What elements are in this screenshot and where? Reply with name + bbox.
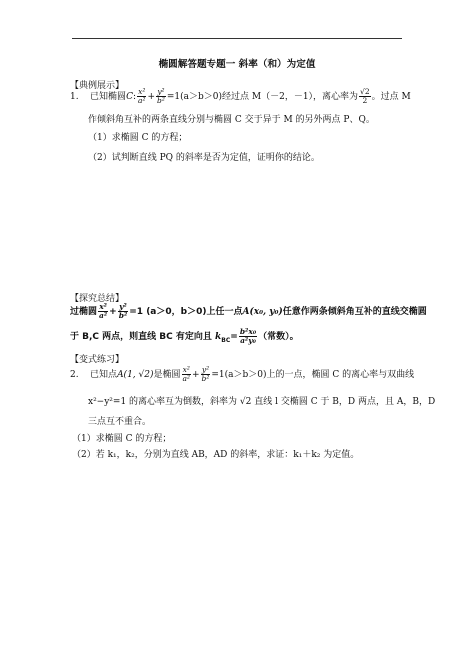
summary-k-label: k xyxy=(215,332,222,342)
summary-point: A(x₀, y₀) xyxy=(242,307,283,317)
summary-y-term: $\frac{\text{y²}}{\text{b²}}$ xyxy=(118,302,128,320)
eccentricity-fraction: $\frac{√2}{2}$ xyxy=(360,87,370,105)
problem2-x-term: $\frac{\text{x²}}{\text{a²}}$ xyxy=(182,365,190,383)
problem2-post: 上的一点，椭圆 C 的离心率与双曲线 xyxy=(266,370,415,380)
summary-line2-pre: 于 B,C 两点，则直线 BC 有定向且 xyxy=(70,332,212,342)
ellipse-x-term: $\frac{\text{x²}}{\text{a²}}$ xyxy=(138,87,146,105)
summary-post: 任意作两条倾斜角互补的直线交椭圆 xyxy=(282,307,427,317)
problem1-condition: (a＞b＞0) xyxy=(180,92,223,102)
problem1-question1: （1）求椭圆 C 的方程； xyxy=(88,133,188,143)
problem1-passes: 经过点 M（－2，－1），离心率为 xyxy=(222,92,359,102)
summary-x-term: $\frac{\text{x²}}{\text{a²}}$ xyxy=(99,302,108,320)
problem1-tail: 。过点 M xyxy=(371,92,411,102)
problem2-pre: 已知点 xyxy=(90,370,118,380)
problem1-question2: （2）试判断直线 PQ 的斜率是否为定值，证明你的结论。 xyxy=(88,153,320,163)
problem2-point: A(1, √2) xyxy=(117,370,154,380)
problem2-mid: 是椭圆 xyxy=(153,370,181,380)
problem2-condition: (a＞b＞0) xyxy=(224,370,267,380)
summary-pre: 过椭圆 xyxy=(70,307,98,317)
section-summary-heading: 【探究总结】 xyxy=(70,294,125,304)
problem1-number: 1. xyxy=(70,92,79,102)
page-title: 椭圆解答题专题一 斜率（和）为定值 xyxy=(158,59,316,70)
problem2-y-term: $\frac{\text{y²}}{\text{b²}}$ xyxy=(201,365,210,383)
summary-line2-post: （常数）。 xyxy=(258,332,299,342)
top-rule xyxy=(72,38,402,39)
section-practice-heading: 【变式练习】 xyxy=(70,355,125,365)
summary-k-fraction: $\frac{\text{b²x₀}}{\text{a²y₀}}$ xyxy=(239,327,257,345)
problem2-number: 2. xyxy=(70,370,79,380)
summary-line1: 过椭圆 $\frac{\text{x²}}{\text{a²}}$ + $\frac{\text{y²}}{\text{b²}}$ =1 (a＞0，b＞0)上任一点A(x₀, y₀)任意作两条倾斜角互补的直线交椭圆 xyxy=(70,302,427,320)
summary-k-sub: BC xyxy=(221,336,231,344)
problem2-line3: 三点互不重合。 xyxy=(88,417,152,427)
summary-mid: (a＞0，b＞0)上任一点 xyxy=(146,307,243,317)
problem1-curve: C xyxy=(126,92,133,102)
problem2-question1: （1）求椭圆 C 的方程； xyxy=(72,434,172,444)
problem2-line2: x²−y²=1 的离心率互为倒数，斜率为 √2 直线 l 交椭圆 C 于 B，D 两点，且 A，B，D xyxy=(88,397,436,407)
problem2-line1: 2. 已知点A(1, √2)是椭圆 $\frac{\text{x²}}{\text{a²}}$ + $\frac{\text{y²}}{\text{b²}}$ =1(a＞b＞0)上的一点，椭圆 C 的离心率与双曲线 xyxy=(70,365,415,383)
problem1-line2: 作倾斜角互补的两条直线分别与椭圆 C 交于异于 M 的另外两点 P、Q。 xyxy=(88,115,375,125)
problem2-question2: （2）若 k₁，k₂，分别为直线 AB，AD 的斜率，求证：k₁＋k₂ 为定值。 xyxy=(72,450,360,460)
ellipse-y-term: $\frac{\text{y²}}{\text{b²}}$ xyxy=(157,87,165,105)
problem1-intro: 已知椭圆 xyxy=(90,92,127,102)
summary-line2: 于 B,C 两点，则直线 BC 有定向且 $k_{BC}=$ $\frac{\text{b²x₀}}{\text{a²y₀}}$ （常数）。 xyxy=(70,327,299,345)
section-example-heading: 【典例展示】 xyxy=(70,81,125,91)
problem1-line1: 1. 已知椭圆C: $\frac{\text{x²}}{\text{a²}}$ + $\frac{\text{y²}}{\text{b²}}$ =1(a＞b＞0)经过点 M（－2，－1），离心率为 $\frac{√2}{2}$ 。过点 M xyxy=(70,87,411,105)
